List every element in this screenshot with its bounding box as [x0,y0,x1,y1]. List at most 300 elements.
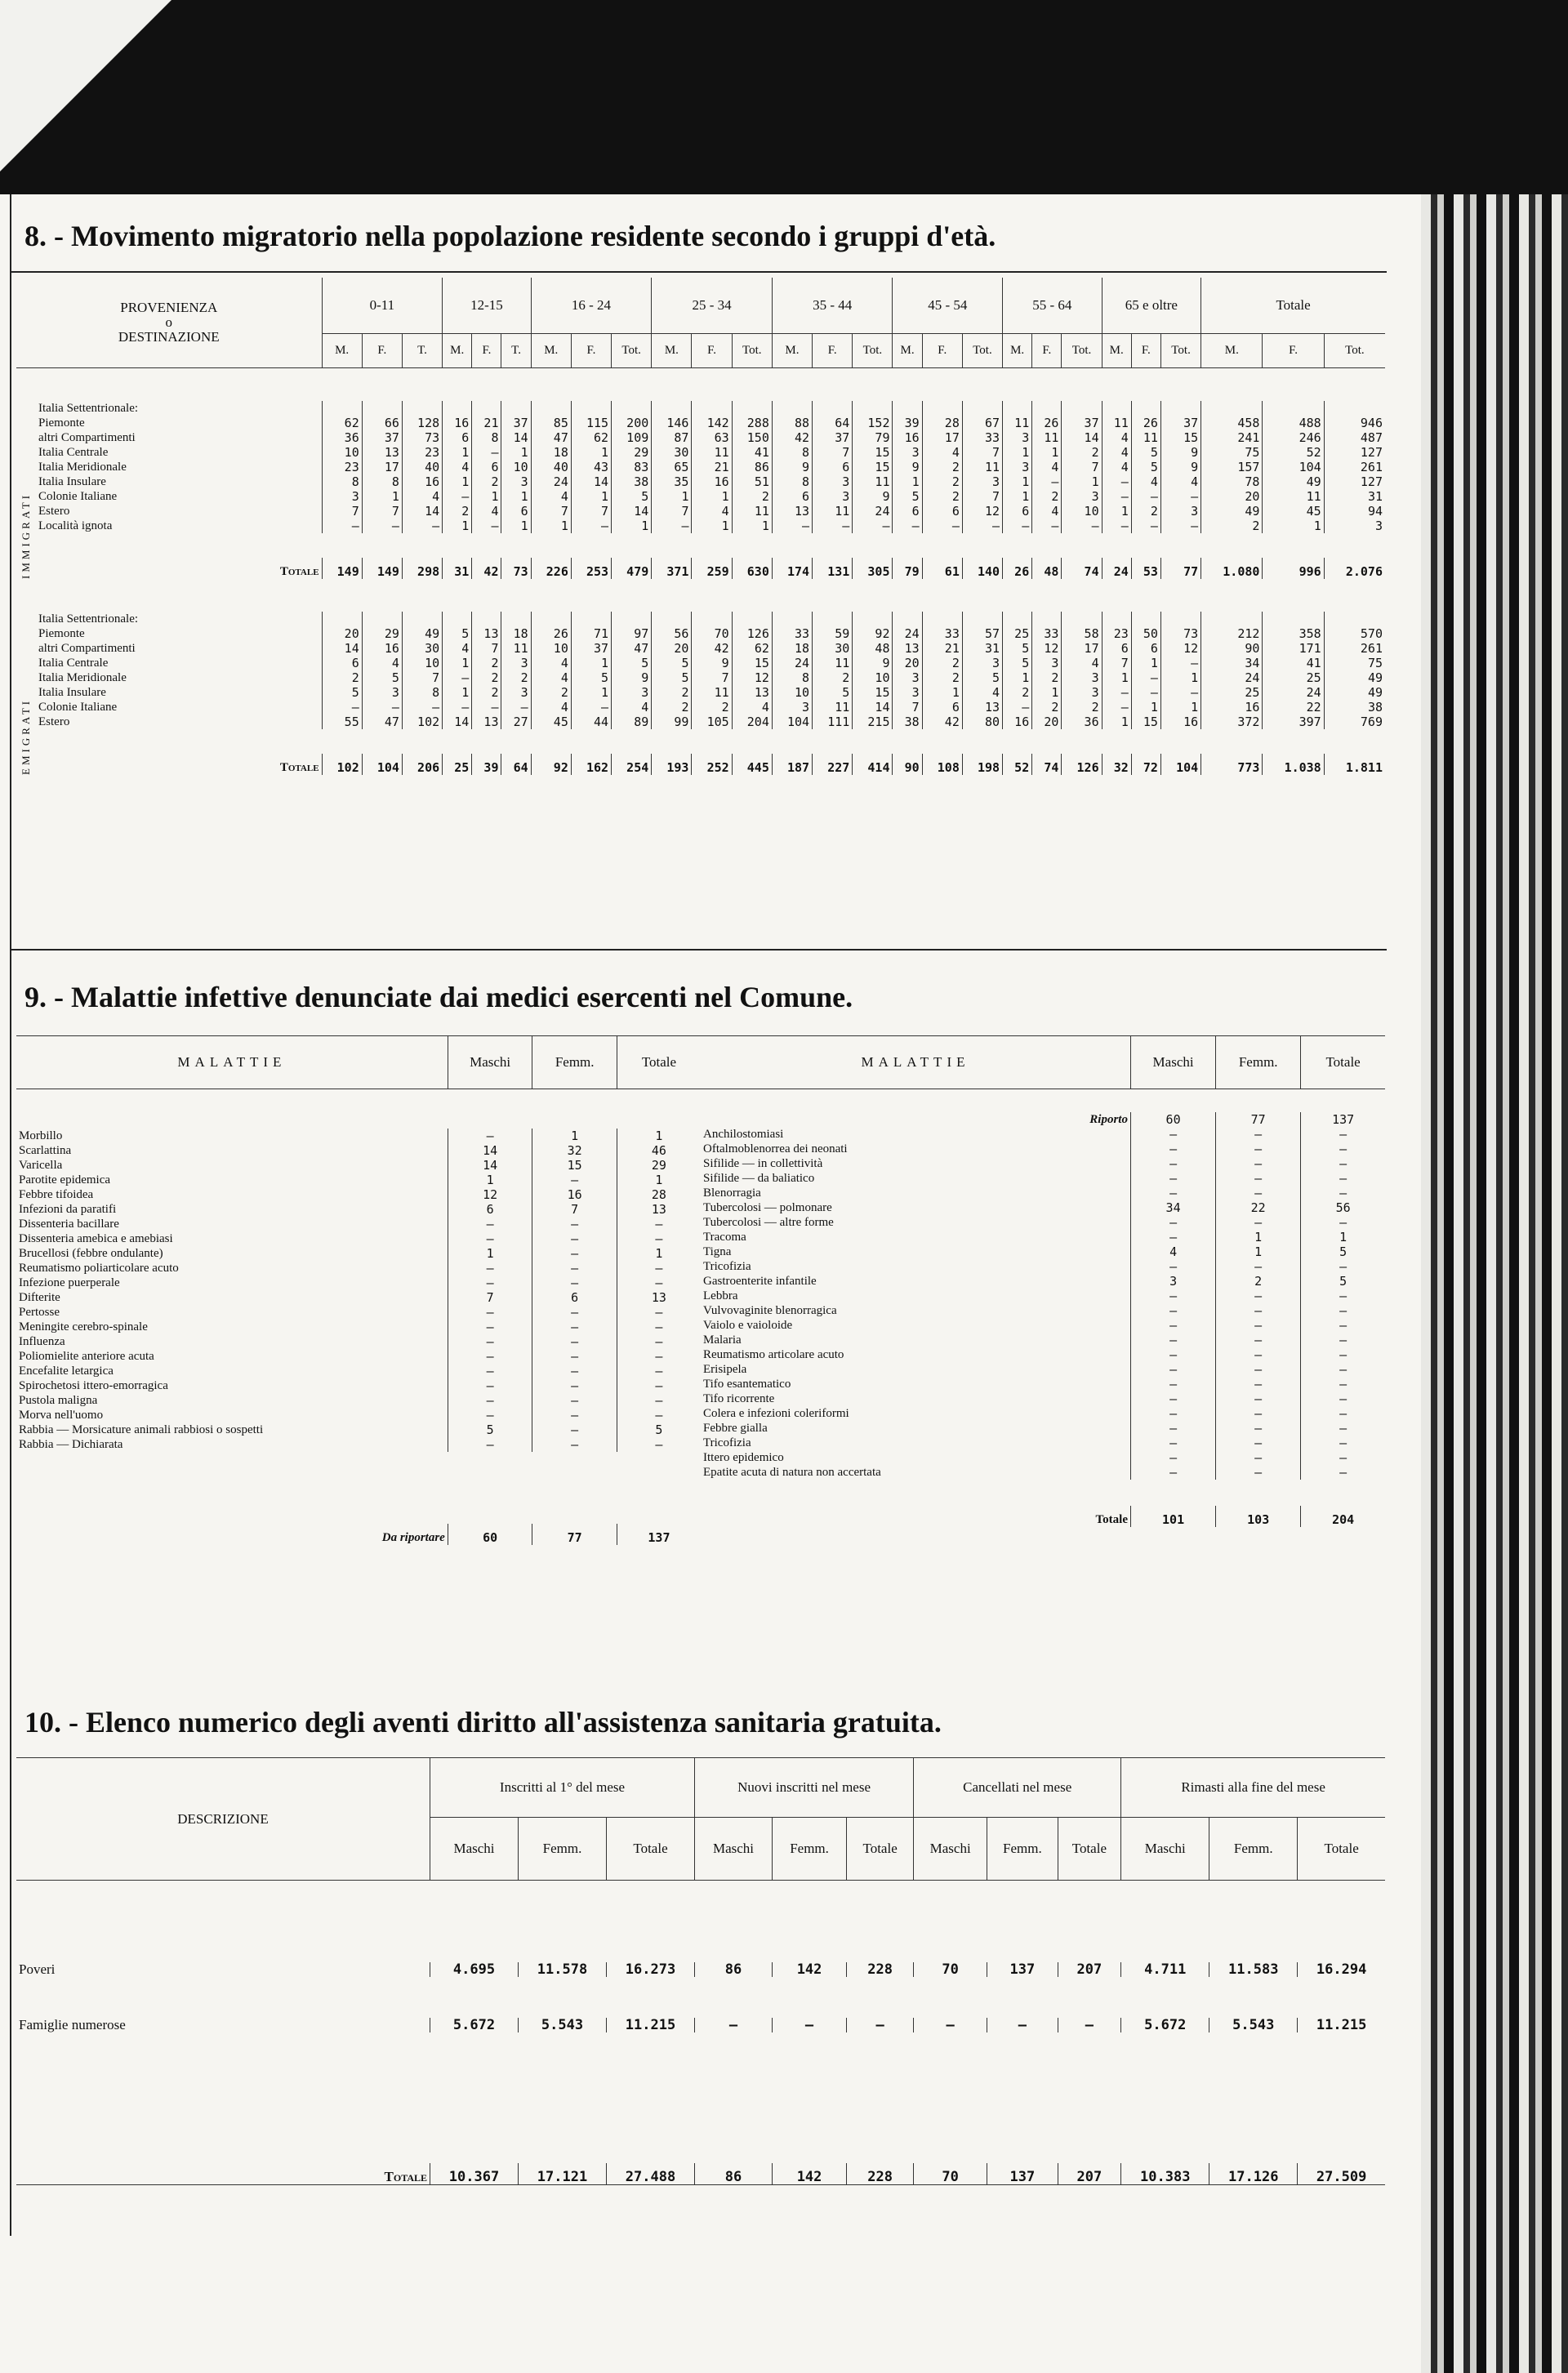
emigrati-total-value: 162 [571,754,611,775]
emigrati-value: 2 [472,685,501,700]
sex-subheader: Tot. [1160,333,1200,367]
disease-count: — [448,1231,532,1246]
immigrati-value: 458 [1201,416,1263,430]
immigrati-value: 11 [1032,430,1062,445]
disease-row [701,1289,1385,1303]
immigrati-value: 37 [1160,416,1200,430]
immigrati-value: 3 [962,474,1002,489]
emigrati-value: 47 [612,641,652,656]
disease-count: — [1130,1333,1215,1347]
emigrati-value: 70 [692,626,732,641]
disease-count: — [617,1378,701,1393]
emigrati-value: 22 [1263,700,1324,715]
disease-count: — [617,1276,701,1290]
emigrati-value [813,612,853,626]
assist-value: 207 [1058,1962,1121,1977]
immigrati-value: 30 [652,445,692,460]
immigrati-total-value: 226 [531,558,571,579]
emigrati-value: 3 [1062,670,1102,685]
emigrati-value: 2 [501,670,531,685]
disease-name: Infezione puerperale [19,1276,120,1289]
emigrati-value: 3 [612,685,652,700]
immigrati-value: 2 [1201,519,1263,533]
emigrati-value: 49 [402,626,442,641]
emigrati-value: 11 [813,700,853,715]
disease-count: — [1216,1215,1301,1230]
immigrati-value: 1 [443,474,472,489]
emigrati-value: 1 [571,685,611,700]
emigrati-value: — [1131,685,1160,700]
disease-count: — [1130,1318,1215,1333]
disease-count: 28 [617,1187,701,1202]
total-value: 17.126 [1209,2163,1298,2185]
disease-count: — [617,1364,701,1378]
immigrati-total-value: 24 [1102,558,1131,579]
disease-count: 15 [532,1158,617,1173]
emigrati-row [16,626,1385,641]
disease-name: Erisipela [703,1363,747,1376]
scan-corner [0,0,172,171]
disease-count: 14 [448,1158,532,1173]
disease-count: — [1301,1362,1385,1377]
emigrati-total-value: 74 [1032,754,1062,775]
emigrati-value: 102 [402,715,442,729]
disease-name: Epatite acuta di natura non accertata [703,1466,881,1479]
disease-count: 5 [448,1422,532,1437]
disease-count: — [532,1349,617,1364]
disease-row [701,1303,1385,1318]
total-value: 10.367 [430,2163,519,2185]
emigrati-total-value: 414 [853,754,893,775]
column-header: Femm. [532,1036,617,1089]
disease-count: 7 [532,1202,617,1217]
disease-count: 13 [617,1202,701,1217]
emigrati-value: 1 [922,685,962,700]
disease-name: Tubercolosi — polmonare [703,1201,832,1214]
emigrati-value [1032,612,1062,626]
immigrati-value: — [443,489,472,504]
emigrati-value: 9 [853,656,893,670]
immigrati-value: 1 [443,445,472,460]
disease-count: — [1301,1406,1385,1421]
table9-foot-row [701,1506,1385,1527]
immigrati-value: 1 [531,519,571,533]
immigrati-value: 7 [362,504,402,519]
disease-count: — [448,1276,532,1290]
immigrati-value: 9 [772,460,812,474]
immigrati-value: 3 [813,474,853,489]
sub-header: Maschi [430,1818,519,1881]
total-value: 137 [987,2163,1058,2185]
immigrati-label: Estero [38,505,70,518]
age-group-header: 16 - 24 [531,278,652,333]
immigrati-value: 38 [612,474,652,489]
emigrati-value: 34 [1201,656,1263,670]
immigrati-value: 64 [813,416,853,430]
immigrati-label: Italia Meridionale [38,461,127,474]
immigrati-value: 2 [472,474,501,489]
immigrati-label: Colonie Italiane [38,490,118,503]
immigrati-value: 65 [652,460,692,474]
immigrati-value: 2 [443,504,472,519]
disease-name: Tricofizia [703,1260,751,1273]
disease-count: — [1301,1377,1385,1391]
emigrati-value: 5 [813,685,853,700]
disease-name: Vaiolo e vaioloide [703,1319,793,1332]
disease-row [701,1274,1385,1289]
emigrati-value: 48 [853,641,893,656]
disease-count: — [448,1305,532,1320]
emigrati-value: 18 [501,626,531,641]
disease-count: — [1130,1347,1215,1362]
sex-subheader: M. [1003,333,1032,367]
immigrati-total-value: 61 [922,558,962,579]
immigrati-row [16,416,1385,430]
emigrati-value: 49 [1324,685,1385,700]
immigrati-total-value: 1.080 [1201,558,1263,579]
disease-count: — [1216,1362,1301,1377]
immigrati-total-value: 996 [1263,558,1324,579]
disease-row [701,1171,1385,1186]
disease-count: — [1130,1289,1215,1303]
sex-subheader: Tot. [853,333,893,367]
immigrati-value: 52 [1263,445,1324,460]
emigrati-row [16,715,1385,729]
immigrati-value: 14 [402,504,442,519]
immigrati-row [16,489,1385,504]
disease-name: Sifilide — da baliatico [703,1172,815,1185]
immigrati-value [612,401,652,416]
emigrati-total-value: 25 [443,754,472,775]
left-margin-rule [10,194,11,2236]
table8-stub-header [16,278,322,368]
disease-count: — [1130,1156,1215,1171]
disease-row [16,1408,701,1422]
disease-name: Tracoma [703,1231,746,1244]
emigrati-value: 4 [962,685,1002,700]
immigrati-value: 6 [443,430,472,445]
immigrati-value: 2 [922,460,962,474]
emigrati-value: — [472,700,501,715]
immigrati-value: — [962,519,1002,533]
immigrati-value: 47 [531,430,571,445]
sex-subheader: F. [922,333,962,367]
immigrati-total-value: 53 [1131,558,1160,579]
emigrati-value: 104 [772,715,812,729]
emigrati-total-value: 52 [1003,754,1032,775]
emigrati-value: 24 [893,626,922,641]
disease-count: — [617,1261,701,1276]
emigrati-value: 10 [531,641,571,656]
emigrati-value: 105 [692,715,732,729]
immigrati-value: 487 [1324,430,1385,445]
immigrati-value: 10 [501,460,531,474]
disease-row [701,1156,1385,1171]
disease-count: 22 [1216,1200,1301,1215]
immigrati-value: 1 [1032,445,1062,460]
disease-count: — [1301,1186,1385,1200]
immigrati-value: 6 [772,489,812,504]
sex-subheader: Tot. [732,333,772,367]
immigrati-value: — [1003,519,1032,533]
disease-name: Pertosse [19,1306,60,1319]
sex-subheader: Tot. [1324,333,1385,367]
assist-value: 86 [695,1962,773,1977]
stub-line: o [165,314,173,330]
emigrati-value: 80 [962,715,1002,729]
disease-count: 5 [617,1422,701,1437]
disease-row [701,1333,1385,1347]
emigrati-value: 13 [893,641,922,656]
disease-count: — [1301,1127,1385,1142]
disease-count: — [1216,1436,1301,1450]
disease-row [701,1347,1385,1362]
immigrati-value: 24 [853,504,893,519]
disease-count: — [532,1217,617,1231]
immigrati-value [922,401,962,416]
disease-name: Parotite epidemica [19,1173,111,1186]
immigrati-value: 104 [1263,460,1324,474]
sub-header: Maschi [914,1818,987,1881]
table10-total-row [16,2163,1385,2185]
immigrati-total-row [16,558,1385,579]
emigrati-value: 17 [1062,641,1102,656]
immigrati-total-value: 149 [362,558,402,579]
emigrati-value: — [322,700,362,715]
emigrati-side-label: EMIGRATI [20,697,32,775]
emigrati-value: — [1160,685,1200,700]
immigrati-value: — [772,519,812,533]
disease-count: 13 [617,1290,701,1305]
disease-count: — [1216,1347,1301,1362]
emigrati-value: 24 [1201,670,1263,685]
emigrati-value: 4 [531,656,571,670]
immigrati-label: Italia Centrale [38,446,109,459]
assist-value: 11.215 [1298,2018,1385,2032]
emigrati-value: — [1102,685,1131,700]
immigrati-value: 13 [772,504,812,519]
disease-count: — [448,1261,532,1276]
disease-name: Lebbra [703,1289,738,1302]
assist-value: 5.543 [519,2018,607,2032]
immigrati-value: — [362,519,402,533]
column-header: Maschi [1130,1036,1215,1089]
disease-count: — [617,1408,701,1422]
assist-value: 11.583 [1209,1962,1298,1977]
immigrati-value: 1 [443,519,472,533]
group-header: Nuovi inscritti nel mese [695,1758,914,1818]
immigrati-value: 109 [612,430,652,445]
immigrati-value: — [1102,519,1131,533]
assist-value: 11.578 [519,1962,607,1977]
immigrati-value: 14 [571,474,611,489]
foot-count: 60 [448,1524,532,1545]
immigrati-value: 246 [1263,430,1324,445]
immigrati-value: 3 [322,489,362,504]
immigrati-side-label: IMMIGRATI [20,492,32,579]
total-value: 10.383 [1121,2163,1209,2185]
emigrati-value: 5 [322,685,362,700]
immigrati-value: 3 [501,474,531,489]
immigrati-value [853,401,893,416]
emigrati-value: 27 [501,715,531,729]
disease-count: — [532,1364,617,1378]
total-label: Totale [384,2169,427,2184]
immigrati-value: 6 [813,460,853,474]
immigrati-value: 4 [1032,504,1062,519]
stub-line: DESTINAZIONE [118,329,220,345]
emigrati-value: 37 [571,641,611,656]
immigrati-value: — [1032,474,1062,489]
disease-count: — [1216,1289,1301,1303]
disease-count: — [1130,1406,1215,1421]
immigrati-value: 7 [652,504,692,519]
disease-row [701,1436,1385,1450]
immigrati-value [1131,401,1160,416]
immigrati-value: 40 [402,460,442,474]
immigrati-value: 3 [813,489,853,504]
immigrati-value: 11 [1102,416,1131,430]
emigrati-value: 6 [1102,641,1131,656]
immigrati-value: 2 [922,474,962,489]
disease-count: — [1216,1406,1301,1421]
disease-count: — [448,1320,532,1334]
disease-row [16,1320,701,1334]
emigrati-total-value: 193 [652,754,692,775]
immigrati-value: — [1160,489,1200,504]
immigrati-value: 26 [1131,416,1160,430]
emigrati-value: 7 [402,670,442,685]
disease-count: 1 [1216,1244,1301,1259]
disease-name: Varicella [19,1159,63,1172]
immigrati-total-value: 253 [571,558,611,579]
immigrati-value: — [1160,519,1200,533]
immigrati-value: 1 [501,445,531,460]
emigrati-total-value: 252 [692,754,732,775]
disease-count: — [1216,1171,1301,1186]
immigrati-value: — [1102,489,1131,504]
immigrati-value [1032,401,1062,416]
immigrati-value: — [853,519,893,533]
disease-count: — [1130,1127,1215,1142]
immigrati-value: 37 [1062,416,1102,430]
sex-subheader: M. [652,333,692,367]
immigrati-value: 18 [531,445,571,460]
immigrati-value: 288 [732,416,772,430]
immigrati-value: — [472,519,501,533]
immigrati-value: 11 [692,445,732,460]
immigrati-value: 127 [1324,445,1385,460]
immigrati-total-value: 371 [652,558,692,579]
immigrati-value: 150 [732,430,772,445]
immigrati-value [501,401,531,416]
emigrati-value: 14 [853,700,893,715]
immigrati-value: 7 [1062,460,1102,474]
immigrati-value: 10 [322,445,362,460]
assist-value: 5.543 [1209,2018,1298,2032]
immigrati-value: 488 [1263,416,1324,430]
immigrati-total-value: 630 [732,558,772,579]
disease-count: — [1301,1391,1385,1406]
sub-header: Femm. [1209,1818,1298,1881]
disease-count: — [448,1364,532,1378]
immigrati-value: 3 [1160,504,1200,519]
disease-name: Vulvovaginite blenorragica [703,1304,837,1317]
immigrati-value [962,401,1002,416]
disease-row [701,1186,1385,1200]
immigrati-value: 2 [1032,489,1062,504]
immigrati-value: — [652,519,692,533]
emigrati-total-value: 39 [472,754,501,775]
immigrati-value: 66 [362,416,402,430]
sex-subheader: M. [893,333,922,367]
emigrati-total-value: 1.811 [1324,754,1385,775]
disease-name: Oftalmoblenorrea dei neonati [703,1142,848,1155]
emigrati-value: 11 [813,656,853,670]
disease-count: 4 [1130,1244,1215,1259]
column-header: Totale [1301,1036,1385,1089]
emigrati-value: 5 [443,626,472,641]
emigrati-value: 13 [962,700,1002,715]
immigrati-value: 16 [692,474,732,489]
emigrati-value: 7 [472,641,501,656]
immigrati-value: 1 [1263,519,1324,533]
disease-row [16,1217,701,1231]
immigrati-value: 87 [652,430,692,445]
emigrati-total-label: Totale [279,761,319,774]
emigrati-value: 56 [652,626,692,641]
disease-name: Sifilide — in collettività [703,1157,823,1170]
disease-row [16,1231,701,1246]
emigrati-value: 33 [772,626,812,641]
immigrati-value [443,401,472,416]
immigrati-value: 16 [893,430,922,445]
emigrati-value: 1 [1131,656,1160,670]
emigrati-value: 769 [1324,715,1385,729]
immigrati-value: 4 [1160,474,1200,489]
disease-count: — [617,1231,701,1246]
disease-row [16,1334,701,1349]
disease-count: — [1216,1127,1301,1142]
disease-count: — [448,1437,532,1452]
immigrati-value: 15 [853,445,893,460]
age-group-header: 35 - 44 [772,278,893,333]
foot-count: 137 [617,1524,701,1545]
immigrati-value: 1 [732,519,772,533]
immigrati-total-value: 149 [322,558,362,579]
emigrati-value: 397 [1263,715,1324,729]
immigrati-value: 6 [922,504,962,519]
immigrati-value: 45 [1263,504,1324,519]
immigrati-total-value: 79 [893,558,922,579]
immigrati-row [16,519,1385,533]
immigrati-label: Località ignota [38,519,113,532]
immigrati-value: 1 [1003,489,1032,504]
immigrati-value: 3 [893,445,922,460]
immigrati-value: 3 [1324,519,1385,533]
immigrati-value: 85 [531,416,571,430]
immigrati-value: 35 [652,474,692,489]
immigrati-total-value: 131 [813,558,853,579]
emigrati-row [16,700,1385,715]
disease-count: — [1216,1391,1301,1406]
immigrati-value: 21 [692,460,732,474]
immigrati-value: 9 [853,489,893,504]
emigrati-value [893,612,922,626]
disease-count: — [1301,1421,1385,1436]
disease-count: — [1130,1362,1215,1377]
immigrati-value: 79 [853,430,893,445]
